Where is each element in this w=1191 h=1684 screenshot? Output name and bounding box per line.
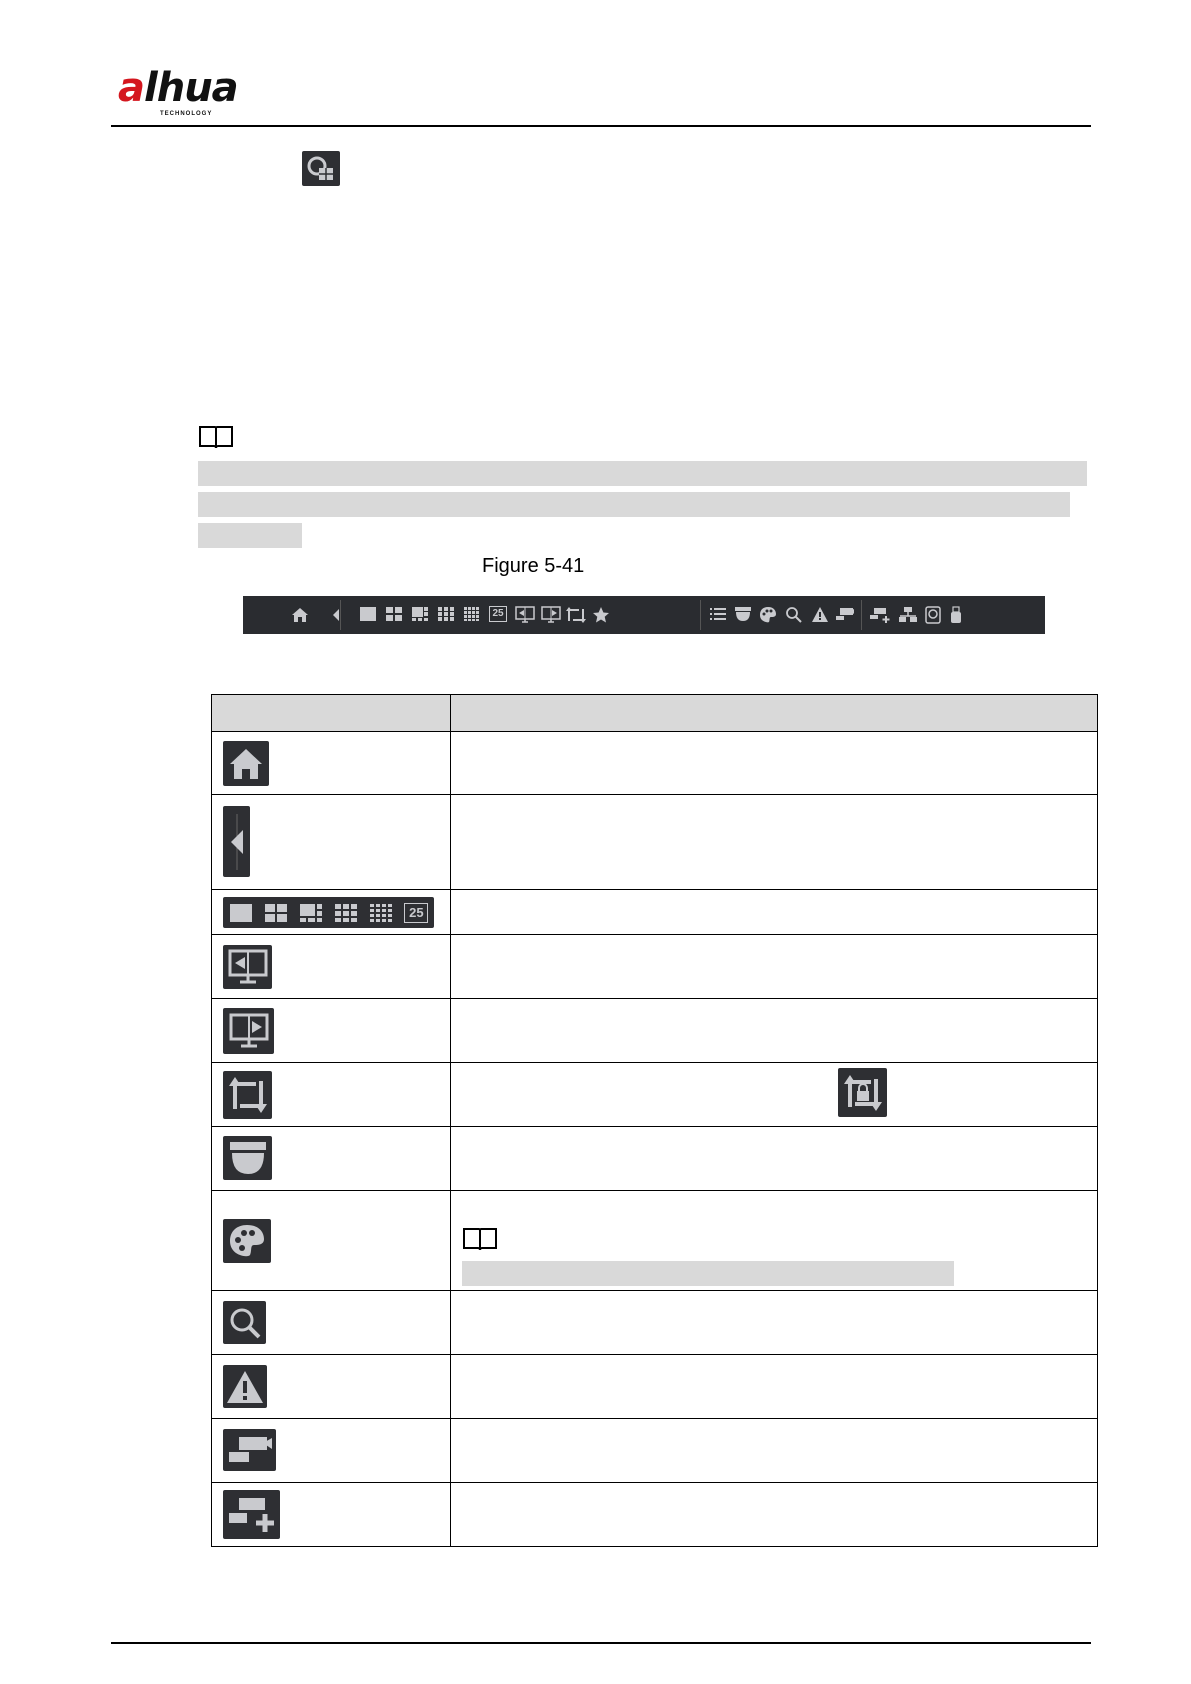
note-highlight-line [198, 492, 1070, 517]
table-row [212, 1063, 1098, 1127]
single-window-icon[interactable] [359, 606, 377, 622]
table-row [212, 890, 1098, 935]
table-header-cell [212, 695, 451, 732]
header-rule [111, 125, 1091, 127]
live-view-toolbar [243, 596, 1045, 634]
eight-window-icon[interactable] [411, 606, 429, 622]
figure-caption: Figure 5-41 [482, 555, 585, 577]
toolbar-icons-table [211, 694, 1098, 1547]
table-row [212, 1127, 1098, 1191]
note-highlight-line [198, 461, 1087, 486]
search-icon[interactable] [785, 606, 803, 624]
next-screen-icon[interactable] [541, 606, 561, 624]
note-book-icon [462, 1225, 498, 1253]
add-camera-icon [223, 1490, 280, 1539]
table-row [212, 1419, 1098, 1483]
table-row [212, 1291, 1098, 1355]
nine-window-icon [334, 903, 358, 923]
table-row [212, 935, 1098, 999]
screen-split-icon [302, 151, 340, 186]
color-icon [223, 1219, 271, 1263]
table-row [212, 1191, 1098, 1291]
ptz-icon [223, 1136, 272, 1180]
single-window-icon [229, 903, 253, 923]
tour-icon [223, 1071, 272, 1119]
table-row [212, 999, 1098, 1063]
brand-logo: alhua [118, 65, 238, 111]
toolbar-divider [861, 600, 862, 630]
table-row [212, 1483, 1098, 1547]
add-camera-icon[interactable] [869, 606, 891, 624]
channel-list-icon[interactable] [709, 606, 727, 622]
toolbar-divider [700, 600, 701, 630]
twenty-five-window-icon[interactable] [489, 606, 507, 622]
ptz-icon[interactable] [734, 606, 752, 622]
brand-logo-sub: TECHNOLOGY [160, 111, 213, 117]
table-row [212, 732, 1098, 795]
note-highlight-line [198, 523, 302, 548]
search-icon [223, 1301, 266, 1344]
layout-badge-text: 25 [409, 904, 424, 920]
note-book-icon [198, 423, 234, 451]
usb-icon[interactable] [949, 606, 963, 624]
event-icon [223, 1365, 267, 1408]
collapse-arrow-icon [223, 806, 250, 877]
home-icon[interactable] [291, 606, 309, 624]
home-icon [223, 741, 269, 786]
four-window-icon [264, 903, 288, 923]
sixteen-window-icon[interactable] [463, 606, 481, 622]
table-header-cell [451, 695, 1098, 732]
network-icon[interactable] [898, 606, 918, 624]
color-icon[interactable] [759, 606, 777, 624]
sixteen-window-icon [369, 903, 393, 923]
table-row [212, 795, 1098, 890]
note-highlight-line [462, 1261, 954, 1286]
nine-window-icon[interactable] [437, 606, 455, 622]
registration-icon[interactable] [835, 606, 855, 622]
eight-window-icon [299, 903, 323, 923]
footer-rule [111, 1642, 1091, 1644]
table-row [212, 1355, 1098, 1419]
disk-icon[interactable] [925, 606, 941, 624]
favorite-icon[interactable] [592, 606, 610, 624]
tour-locked-icon [838, 1068, 887, 1117]
tour-icon[interactable] [566, 606, 586, 624]
next-screen-icon [223, 1008, 274, 1054]
previous-screen-icon [223, 945, 272, 989]
table-header-row [212, 695, 1098, 732]
toolbar-divider [340, 600, 341, 630]
layout-badge-text: 25 [492, 608, 504, 619]
registration-icon [223, 1429, 276, 1471]
split-layouts-icon [223, 897, 434, 928]
previous-screen-icon[interactable] [515, 606, 535, 624]
twenty-five-window-icon [404, 903, 428, 923]
four-window-icon[interactable] [385, 606, 403, 622]
event-icon[interactable] [811, 606, 829, 624]
